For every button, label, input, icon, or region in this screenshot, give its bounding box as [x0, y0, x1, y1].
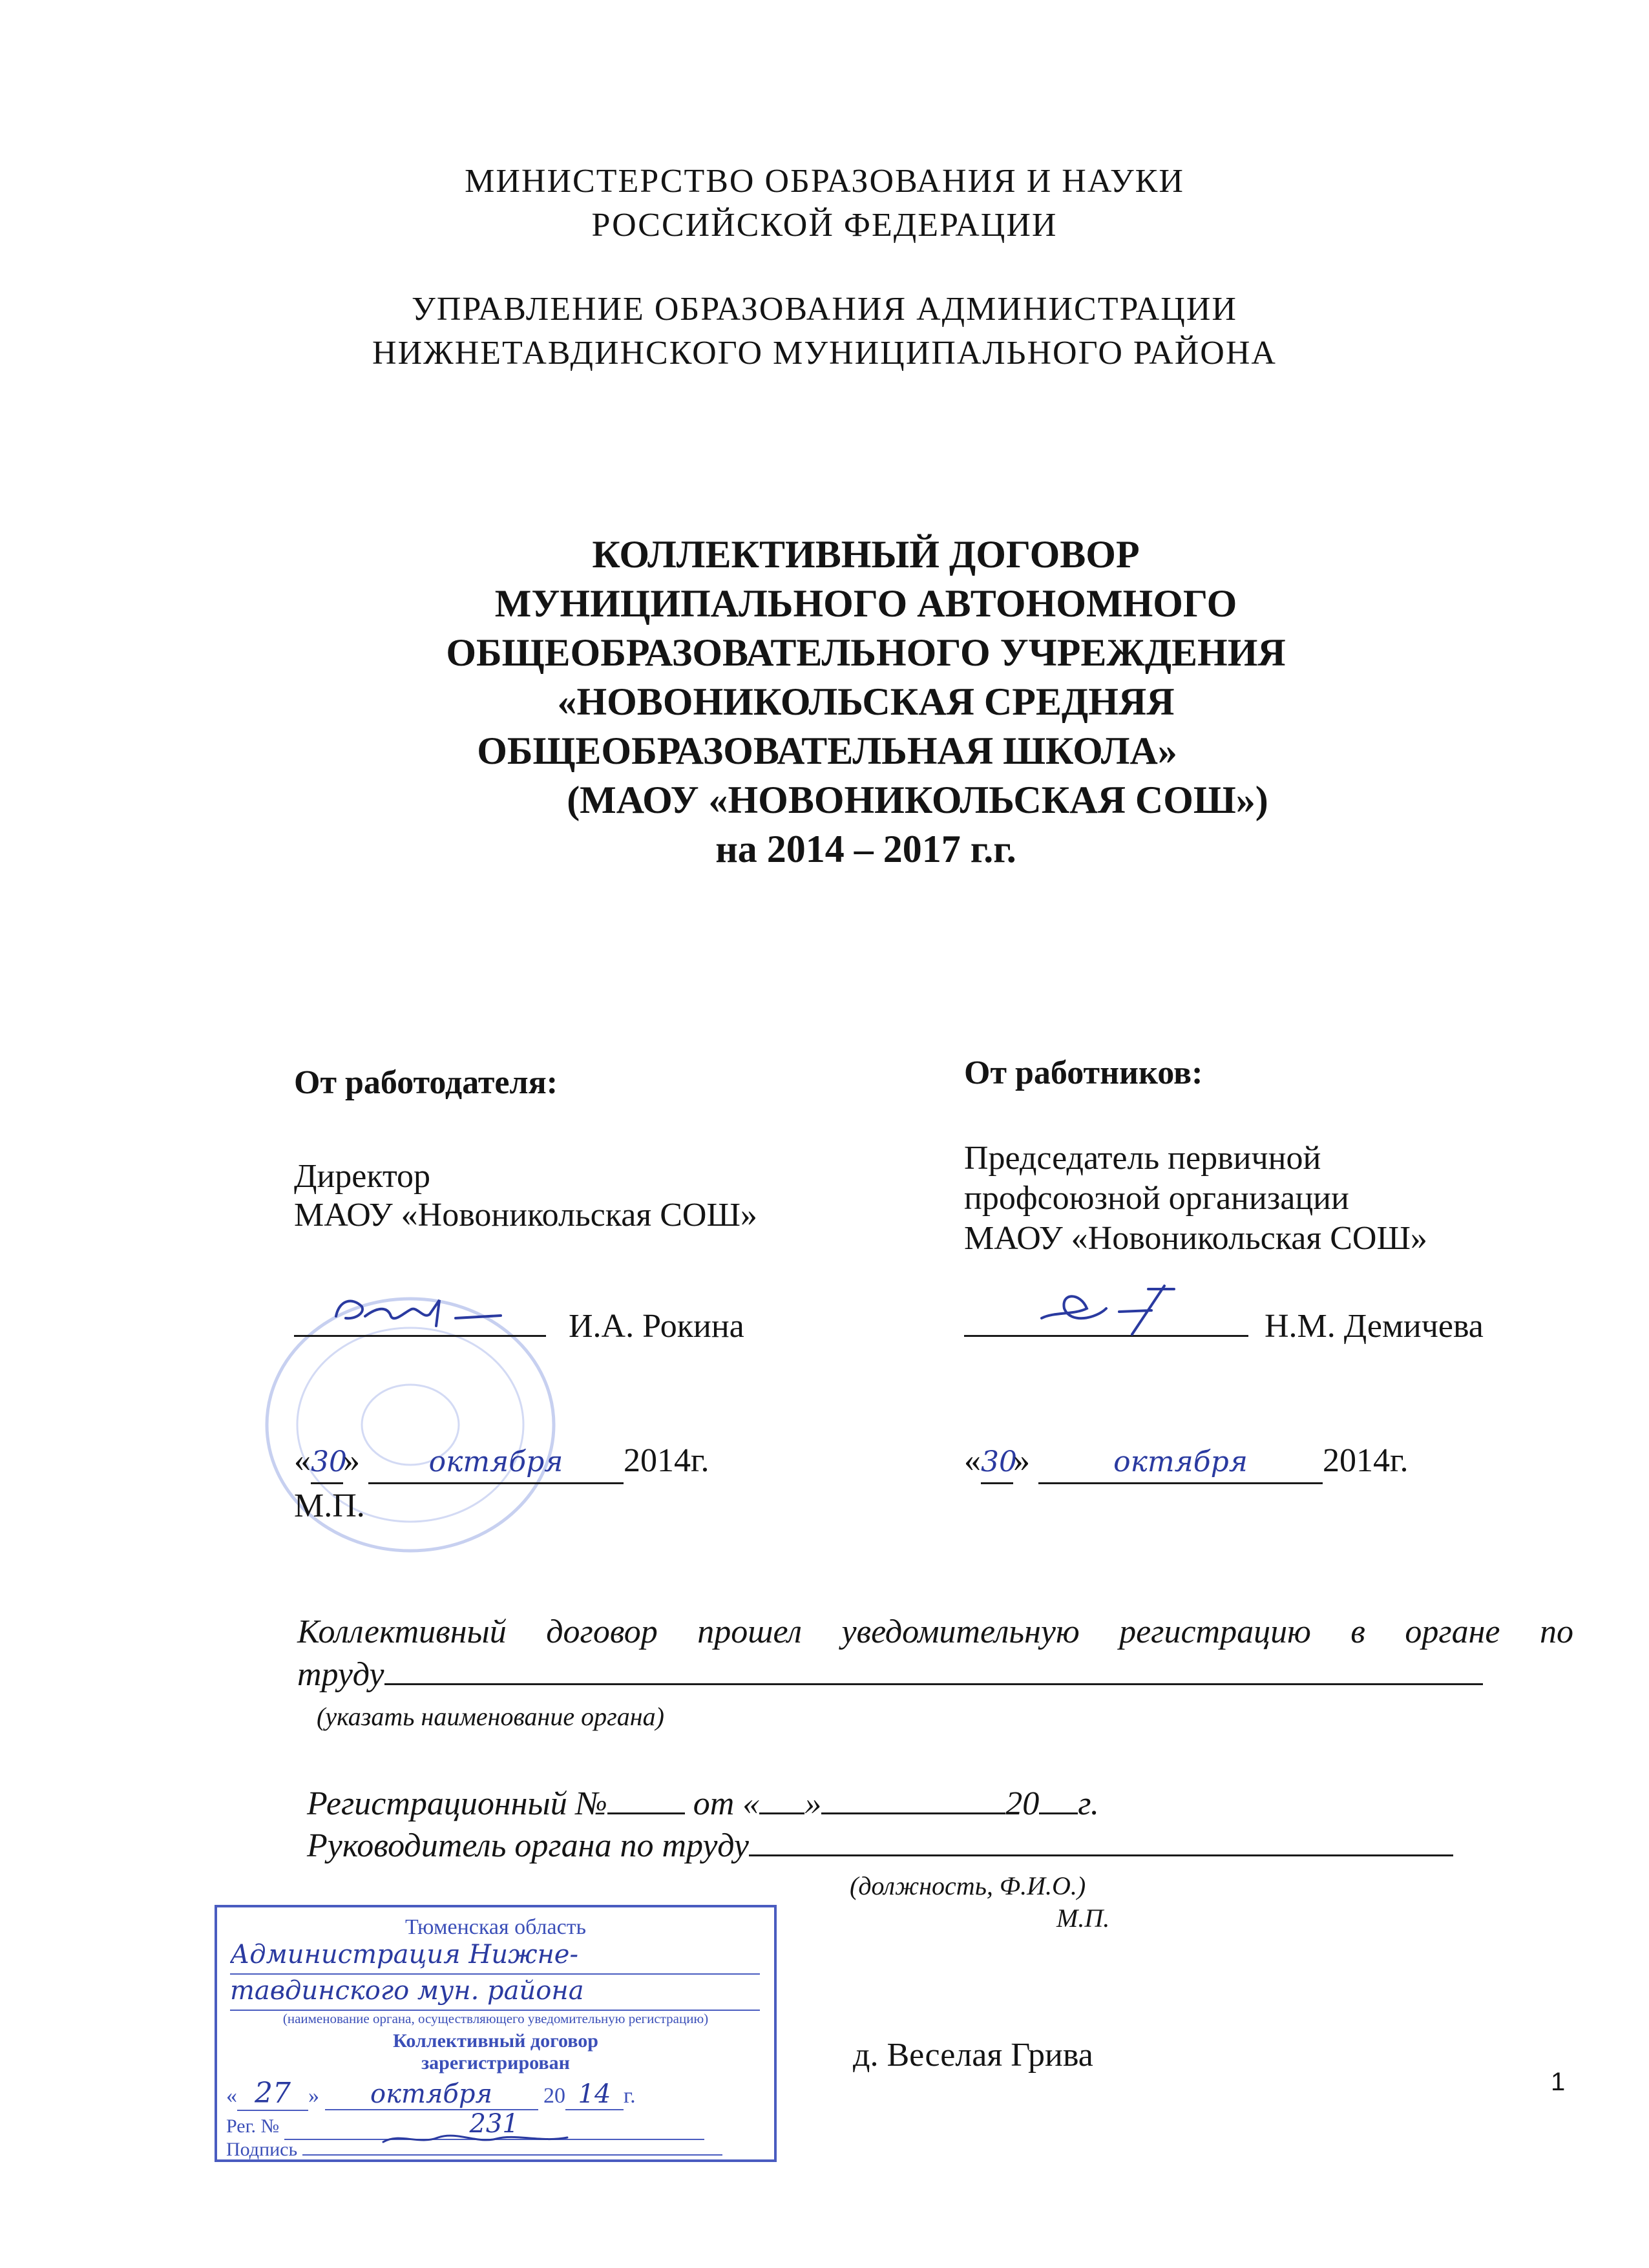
- employer-heading: От работодателя:: [294, 1064, 558, 1101]
- stamp-signature-label: Подпись: [226, 2139, 298, 2160]
- stamp-reg-number: 231: [284, 2109, 704, 2140]
- registration-day-blank: [759, 1780, 804, 1814]
- registration-from-close: »: [804, 1785, 822, 1822]
- stamp-year: 14: [565, 2079, 624, 2110]
- registration-head-line: [749, 1822, 1453, 1856]
- employees-signature-row: [964, 1299, 1546, 1347]
- stamp-title-line2: зарегистрирован: [421, 2052, 570, 2074]
- employees-org: МАОУ «Новоникольская СОШ»: [964, 1220, 1427, 1257]
- employees-date-row: [964, 1441, 1546, 1484]
- employees-date-month: октября: [1038, 1442, 1323, 1484]
- registration-number-label: Регистрационный №: [307, 1785, 607, 1822]
- registration-text-line2: [297, 1651, 1483, 1695]
- stamp-title-line1: Коллективный договор: [393, 2030, 598, 2052]
- registration-seal-label: М.П.: [1056, 1904, 1110, 1933]
- registration-year-blank: [1039, 1780, 1078, 1814]
- page-number: 1: [1551, 2068, 1566, 2096]
- date-quote-open: «: [294, 1442, 311, 1479]
- registration-century: 20: [1005, 1785, 1040, 1822]
- registration-head-row: [307, 1822, 1567, 1866]
- employer-date-day: 30: [311, 1442, 343, 1484]
- registration-stamp: [215, 1905, 777, 2162]
- employees-name: Н.М. Демичева: [1265, 1308, 1484, 1345]
- stamp-date-day: 27: [237, 2077, 308, 2111]
- registration-number-blank: [607, 1780, 685, 1814]
- title-line: ОБЩЕОБРАЗОВАТЕЛЬНАЯ ШКОЛА»: [477, 730, 1177, 772]
- registration-year-suffix: г.: [1078, 1785, 1099, 1822]
- title-line: КОЛЛЕКТИВНЫЙ ДОГОВОР: [592, 533, 1140, 576]
- employees-position-line2: профсоюзной организации: [964, 1180, 1349, 1217]
- header-ministry-line1: МИНИСТЕРСТВО ОБРАЗОВАНИЯ И НАУКИ: [465, 163, 1184, 200]
- employer-seal-label: М.П.: [294, 1487, 365, 1524]
- date-quote-open: «: [964, 1442, 981, 1479]
- registration-text-line1: Коллективный договор прошел уведомительную регистрацию в органе по: [297, 1613, 1573, 1650]
- title-line: «НОВОНИКОЛЬСКАЯ СРЕДНЯЯ: [557, 680, 1175, 723]
- employer-date-row: [294, 1441, 785, 1484]
- header-admin-line2: НИЖНЕТАВДИНСКОГО МУНИЦИПАЛЬНОГО РАЙОНА: [372, 335, 1277, 372]
- registration-organ-label: труду: [297, 1656, 384, 1693]
- registration-organ-hint: (указать наименование органа): [317, 1702, 664, 1731]
- employer-org: МАОУ «Новоникольская СОШ»: [294, 1197, 757, 1234]
- employees-signature-line: [964, 1299, 1248, 1337]
- stamp-region: Тюменская область: [404, 1915, 587, 1939]
- employer-date-year: 2014г.: [624, 1442, 709, 1479]
- employees-heading: От работников:: [964, 1055, 1203, 1091]
- title-line: (МАОУ «НОВОНИКОЛЬСКАЯ СОШ»): [567, 779, 1268, 821]
- registration-head-label: Руководитель органа по труду: [307, 1827, 749, 1864]
- registration-organ-line: [384, 1651, 1483, 1685]
- document-title: [362, 530, 1370, 874]
- handwritten-signature-icon: [1035, 1273, 1216, 1338]
- stamp-organ-line2: тавдинского мун. района: [230, 1976, 760, 2011]
- stamp-signature-row: [226, 2135, 769, 2161]
- title-line: на 2014 – 2017 г.г.: [715, 828, 1016, 870]
- employees-date-year: 2014г.: [1323, 1442, 1409, 1479]
- title-line: ОБЩЕОБРАЗОВАТЕЛЬНОГО УЧРЕЖДЕНИЯ: [446, 631, 1286, 674]
- header-admin-line1: УПРАВЛЕНИЕ ОБРАЗОВАНИЯ АДМИНИСТРАЦИИ: [412, 291, 1237, 328]
- employer-date-month: октября: [368, 1442, 624, 1484]
- stamp-organ-hint: (наименование органа, осуществляющего уведомительную регистрацию): [282, 2011, 709, 2026]
- employees-position-line1: Председатель первичной: [964, 1140, 1321, 1177]
- date-quote-close: »: [1013, 1442, 1030, 1479]
- employer-signature-row: [294, 1299, 759, 1347]
- stamp-date-row: « 27 » октября 20 14 г.: [226, 2077, 636, 2110]
- document-place: д. Веселая Грива: [853, 2037, 1093, 2074]
- date-quote-close: »: [343, 1442, 360, 1479]
- stamp-signature-line: [302, 2135, 722, 2156]
- registration-head-hint: (должность, Ф.И.О.): [850, 1871, 1086, 1900]
- handwritten-signature-icon: [380, 2126, 574, 2152]
- registration-month-blank: [821, 1780, 1005, 1814]
- stamp-reg-label: Рег. №: [226, 2116, 280, 2137]
- stamp-year-prefix: 20: [543, 2084, 565, 2108]
- title-line: МУНИЦИПАЛЬНОГО АВТОНОМНОГО: [494, 582, 1237, 625]
- registration-from-label: от «: [693, 1785, 760, 1822]
- stamp-year-suffix: г.: [624, 2084, 636, 2108]
- registration-number-row: [307, 1780, 1341, 1824]
- employer-name: И.А. Рокина: [569, 1308, 744, 1345]
- stamp-organ-line1: Администрация Нижне-: [230, 1940, 760, 1975]
- stamp-date-month: октября: [325, 2079, 538, 2110]
- employer-signature-line: [294, 1299, 546, 1337]
- header-ministry-line2: РОССИЙСКОЙ ФЕДЕРАЦИИ: [591, 207, 1058, 244]
- employer-position: Директор: [294, 1158, 430, 1195]
- employees-date-day: 30: [981, 1442, 1013, 1484]
- handwritten-signature-icon: [326, 1287, 533, 1339]
